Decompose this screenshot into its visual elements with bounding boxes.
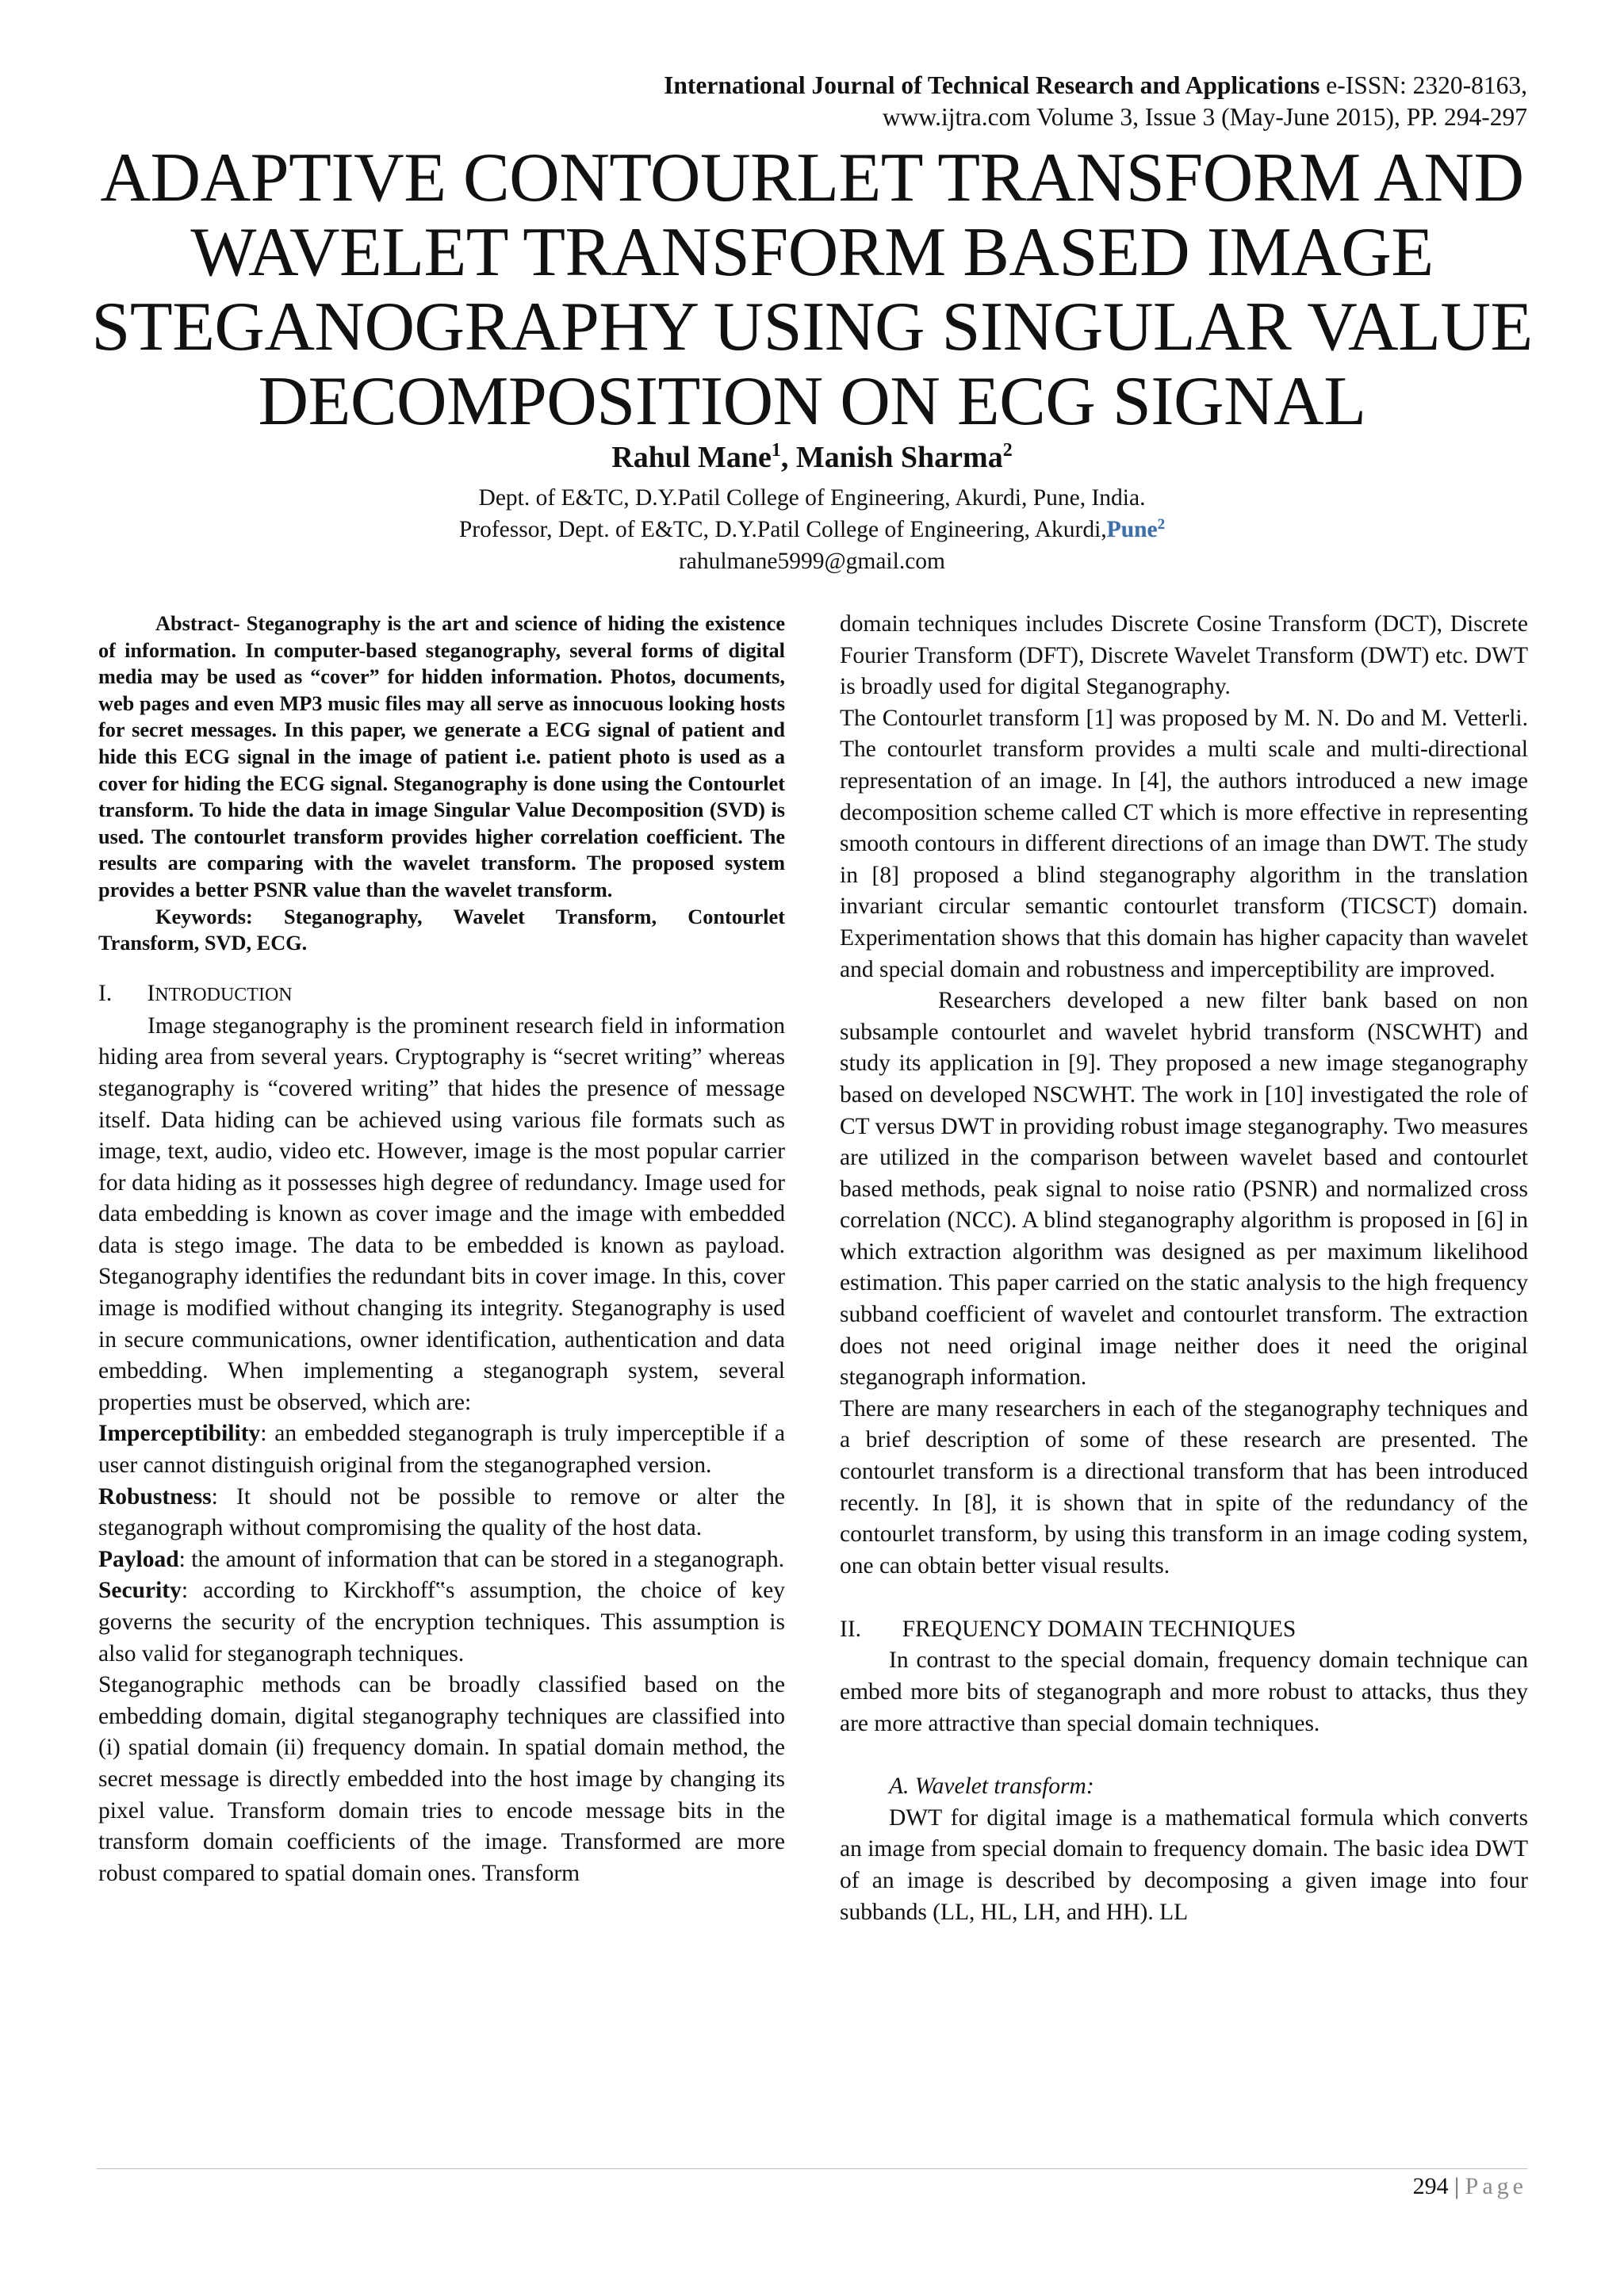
title-line: ADAPTIVE CONTOURLET TRANSFORM AND — [100, 140, 1524, 216]
body-paragraph: The Contourlet transform [1] was proposed by M. N. Do and M. Vetterli. The contourlet transform provides a multi scale and multi-directional representation of an image. In [4], the authors introduced a new image decomposition scheme called CT which is more effective in representing smooth contours in different directions of an image than DWT. The study in [8] proposed a blind steganography algorithm in the translation invariant circular semantic contourlet transform (TICSCT) domain. Experimentation shows that this domain has higher capacity than wavelet and special domain and robustness and imperceptibility are improved. — [840, 705, 1528, 982]
page-separator: | — [1448, 2173, 1465, 2199]
keywords-text: Keywords: Steganography, Wavelet Transform, Contourlet Transform, SVD, ECG. — [98, 905, 785, 955]
journal-header-line1 — [664, 70, 1527, 101]
section-heading-frequency-domain — [840, 1613, 1528, 1645]
property-item — [98, 1482, 785, 1544]
affiliation-line: Dept. of E&TC, D.Y.Patil College of Engineering, Akurdi, Pune, India. — [478, 485, 1146, 511]
abstract-text: Abstract- Steganography is the art and science of hiding the existence of information. In computer-based steganography, several forms of digital media may be used as “cover” for hidden information. Photos, documents, web pages and even MP3 music files may all serve as innocuous looking hosts for secret messages. In this paper, we generate a ECG signal of patient and hide this ECG signal in the image of patient i.e. patient photo is used as a cover for hiding the ECG signal. Steganography is done using the Contourlet transform. To hide the data in image Singular Value Decomposition (SVD) is used. The contourlet transform provides higher correlation coefficient. The results are comparing with the wavelet transform. The proposed system provides a better PSNR value than the wavelet transform. — [98, 612, 785, 901]
author-email: rahulmane5999@gmail.com — [678, 549, 945, 574]
property-term: Robustness — [98, 1483, 212, 1510]
page-footer — [1413, 2171, 1527, 2202]
section-number: I. — [98, 980, 113, 1006]
title-line: DECOMPOSITION ON ECG SIGNAL — [258, 363, 1366, 440]
abstract-block — [98, 610, 785, 957]
body-paragraph: There are many researchers in each of the steganography techniques and a brief description of some of these research are presented. The contourlet transform is a directional transform that has been introduced recently. In [8], it is shown that in spite of the redundancy of the contourlet transform, by using this transform in an image coding system, one can obtain better visual results. — [840, 1395, 1528, 1578]
body-paragraph: DWT for digital image is a mathematical formula which converts an image from special domain to frequency domain. The basic idea DWT of an image is described by decomposing a given image into four subbands (LL, HL, LH, and HH). LL — [840, 1804, 1528, 1925]
property-text: : It should not be possible to remove or alter the steganograph without compromising the quality of the host data. — [98, 1483, 785, 1541]
section-title-initial: I — [147, 980, 155, 1006]
spacer — [840, 1582, 1528, 1613]
affiliation-city: Pune — [1106, 517, 1158, 542]
affiliation-line — [0, 514, 1624, 545]
paper-title — [79, 141, 1545, 439]
subsection-heading-wavelet: A. Wavelet transform: — [889, 1774, 1094, 1800]
title-line: WAVELET TRANSFORM BASED IMAGE — [190, 214, 1434, 291]
body-paragraph: In contrast to the special domain, frequency domain technique can embed more bits of steganograph and more robust to attacks, thus they are more attractive than special domain techniques. — [840, 1647, 1528, 1736]
property-term: Security — [98, 1578, 182, 1604]
property-text: : the amount of information that can be stored in a steganograph. — [178, 1546, 785, 1572]
property-term: Imperceptibility — [98, 1421, 261, 1447]
affiliation-city-mark: 2 — [1157, 516, 1166, 533]
property-item — [98, 1575, 785, 1670]
affiliations — [0, 482, 1624, 577]
journal-header — [664, 70, 1527, 133]
spacer — [840, 1739, 1528, 1771]
intro-paragraph: Steganographic methods can be broadly classified based on the embedding domain, digital steganography techniques are classified into (i) spatial domain (ii) frequency domain. In spatial domain method, the secret message is directly embedded into the host image by changing its pixel value. Transform domain tries to encode message bits in the transform domain coefficients of the image. Transformed are more robust compared to spatial domain ones. Transform — [98, 1672, 785, 1886]
property-text: : an embedded steganograph is truly imperceptible if a user cannot distinguish original from the steganographed version. — [98, 1421, 785, 1479]
author-separator: , — [780, 441, 796, 474]
author-name: Rahul Mane — [611, 441, 772, 474]
author-name: Manish Sharma — [795, 441, 1003, 474]
body-paragraph: Researchers developed a new filter bank based on non subsample contourlet and wavelet hybrid transform (NSCWHT) and study its application in [9]. They proposed a new image steganography based on developed NSCWHT. The work in [10] investigated the role of CT versus DWT in providing robust image steganography. Two measures are utilized in the comparison between wavelet based and contourlet based methods, peak signal to noise ratio (PSNR) and normalized cross correlation (NCC). A blind steganography algorithm is proposed in [6] in which extraction algorithm was designed as per maximum likelihood estimation. This paper carried on the static analysis to the high frequency subband coefficient of wavelet and contourlet transform. The extraction does not need original image neither does it need the original steganograph information. — [840, 988, 1528, 1391]
author-affil-mark: 2 — [1002, 440, 1013, 461]
left-column — [98, 610, 785, 1889]
section-heading-introduction — [98, 978, 785, 1011]
page-label: Page — [1465, 2173, 1527, 2199]
journal-name: International Journal of Technical Research and Applications — [664, 71, 1320, 99]
section-number: II. — [840, 1617, 862, 1643]
body-paragraph: domain techniques includes Discrete Cosine Transform (DCT), Discrete Fourier Transform (DFT), Discrete Wavelet Transform (DWT) etc. DWT is broadly used for digital Steganography. — [840, 611, 1528, 700]
property-item — [98, 1544, 785, 1576]
property-term: Payload — [98, 1546, 179, 1572]
intro-paragraph: Image steganography is the prominent research field in information hiding area from several years. Cryptography is “secret writing” whereas steganography is “covered writing” that hides the presence of message itself. Data hiding can be achieved using various file formats such as image, text, audio, video etc. However, image is the most popular carrier for data hiding as it possesses high degree of redundancy. Image used for data embedding is known as cover image and the image with embedded data is stego image. The data to be embedded is known as payload. Steganography identifies the redundant bits in cover image. In this, cover image is modified without changing its integrity. Steganography is used in secure communications, owner identification, authentication and data embedding. When implementing a steganograph system, several properties must be observed, which are: — [98, 1012, 785, 1415]
footer-divider — [97, 2168, 1527, 2169]
affiliation-text: Professor, Dept. of E&TC, D.Y.Patil College of Engineering, Akurdi, — [458, 517, 1107, 542]
right-column — [840, 609, 1528, 1928]
author-affil-mark: 1 — [771, 440, 781, 461]
affiliation-city-tag — [1107, 517, 1165, 542]
author-list — [0, 439, 1624, 476]
title-line: STEGANOGRAPHY USING SINGULAR VALUE — [91, 289, 1533, 365]
journal-issn: e-ISSN: 2320-8163, — [1320, 71, 1527, 99]
page-number: 294 — [1412, 2173, 1449, 2199]
journal-volume-line: www.ijtra.com Volume 3, Issue 3 (May-June 2015), PP. 294-297 — [882, 103, 1527, 131]
property-text: : according to Kirckhoff‟s assumption, the choice of key governs the security of the encryption techniques. This assumption is also valid for steganograph techniques. — [98, 1578, 785, 1667]
section-title: FREQUENCY DOMAIN TECHNIQUES — [902, 1617, 1297, 1643]
property-item — [98, 1418, 785, 1481]
section-title-rest: NTRODUCTION — [155, 984, 293, 1005]
